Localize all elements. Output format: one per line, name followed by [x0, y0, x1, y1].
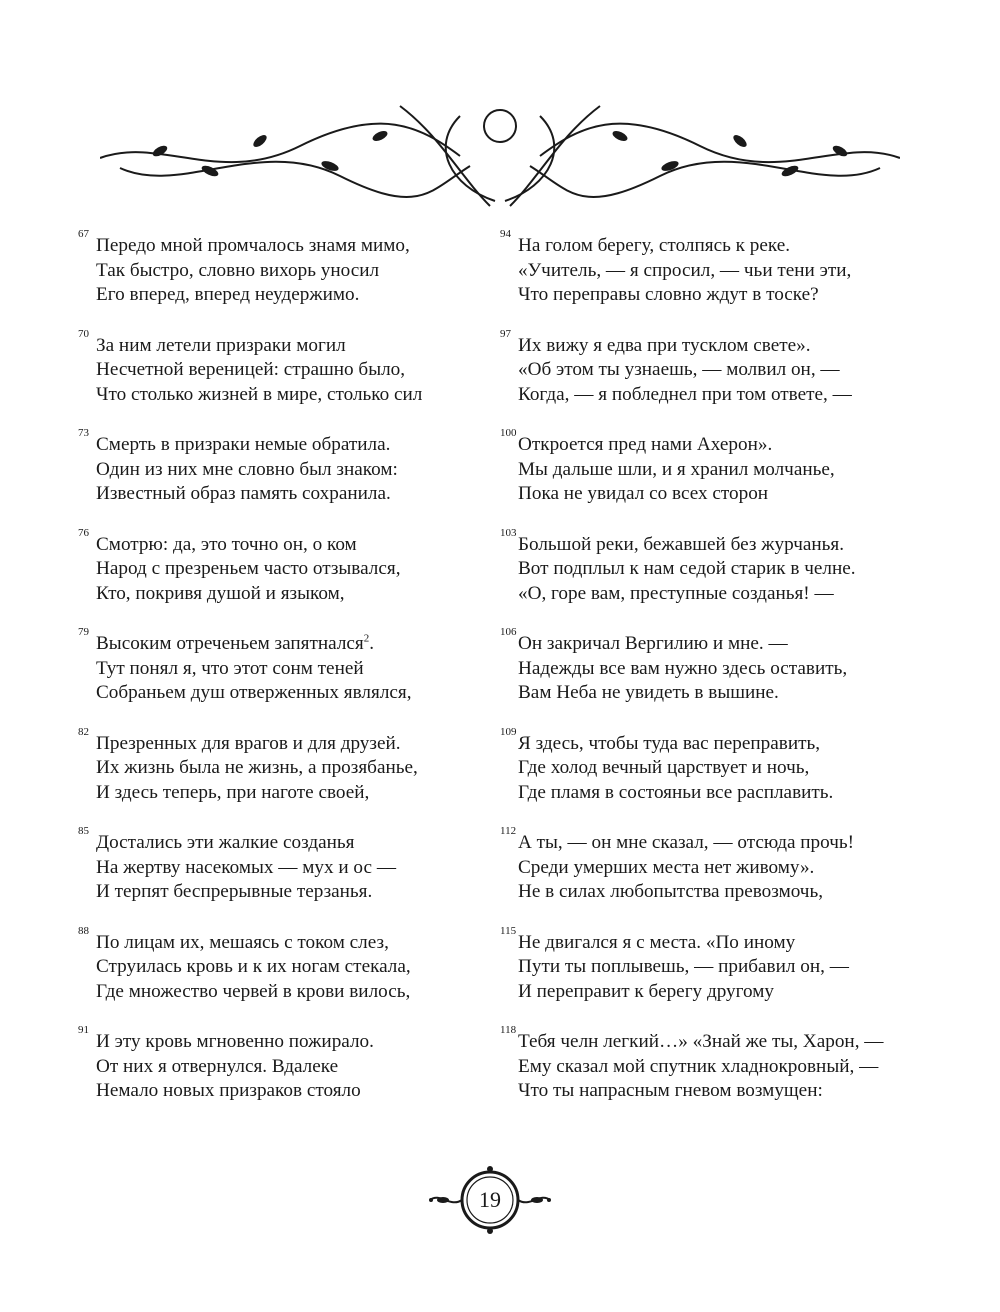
verse-line: «Об этом ты узнаешь, — молвил он, — — [518, 359, 840, 380]
line-number: 109 — [500, 725, 517, 738]
verse-line: 67 Передо мной промчалось знамя мимо, — [78, 228, 410, 256]
verse-line: Надежды все вам нужно здесь оставить, — [518, 657, 848, 679]
verse-line: Вам Неба не увидеть в вышине. — [518, 682, 779, 703]
verse-line: Где холод вечный царствует и ночь, — [518, 757, 810, 778]
verse-line: Пока не увидал со всех сторон — [518, 483, 769, 504]
verse-line: Когда, — я побледнел при том ответе, — — [518, 383, 852, 405]
verse-line: 115 Не двигался я с места. «По иному — [500, 924, 796, 953]
verse-line: И переправит к берегу другому — [518, 980, 775, 1002]
line-number: 67 — [78, 228, 89, 240]
verse-line: Струилась кровь и к их ногам стекала, — [96, 956, 411, 977]
stanza — [500, 228, 900, 308]
line-number: 70 — [78, 327, 89, 340]
verse-line: Что столько жизней в мире, столько сил — [96, 383, 423, 405]
right-column — [500, 228, 900, 1130]
verse-line: 103 Большой реки, бежавшей без журчанья. — [500, 526, 845, 555]
verse-line: Один из них мне словно был знаком: — [96, 458, 398, 480]
stanza — [78, 924, 478, 1005]
verse-line: 112 А ты, — он мне сказал, — отсюда прочь! — [500, 825, 855, 853]
verse-line: Несчетной вереницей: страшно было, — [96, 359, 406, 380]
verse-line: 97 Их вижу я едва при тусклом свете». — [500, 327, 811, 356]
stanza — [78, 1024, 478, 1104]
verse-line: Пути ты поплывешь, — прибавил он, — — [518, 956, 849, 977]
stanza — [78, 825, 478, 905]
stanza — [500, 825, 900, 905]
line-number: 82 — [78, 725, 89, 738]
verse-line: Его вперед, вперед неудержимо. — [96, 284, 360, 305]
verse-line: 88 По лицам их, мешаясь с током слез, — [78, 924, 389, 953]
stanza — [500, 626, 900, 706]
line-number: 85 — [78, 825, 89, 837]
stanza — [78, 427, 478, 507]
verse-line: 118 Тебя челн легкий…» «Знай же ты, Харон, — — [500, 1024, 884, 1052]
verse-line: Среди умерших места нет живому». — [518, 856, 815, 878]
verse-line: Что ты напрасным гневом возмущен: — [518, 1080, 823, 1101]
verse-line: «Учитель, — я спросил, — чьи тени эти, — [518, 259, 852, 281]
verse-line: 79 Высоким отреченьем запятнался$^2$. — [78, 626, 375, 654]
verse-line: Народ с презреньем часто отзывался, — [96, 558, 401, 579]
verse-line: 109 Я здесь, чтобы туда вас переправить, — [500, 725, 821, 754]
line-number: 94 — [500, 228, 511, 240]
verse-line: 85 Достались эти жалкие созданья — [78, 825, 355, 853]
verse-line: Кто, покривя душой и языком, — [96, 582, 345, 604]
verse-line: 106 Он закричал Вергилию и мне. — — [500, 626, 788, 654]
verse-line: 94 На голом берегу, столпясь к реке. — [500, 228, 791, 256]
stanza — [78, 526, 478, 607]
headpiece-ornament — [100, 96, 900, 216]
stanza — [500, 725, 900, 806]
verse-line: 91 И эту кровь мгновенно пожирало. — [78, 1024, 374, 1052]
line-number: 97 — [500, 327, 511, 340]
line-number: 79 — [78, 626, 89, 638]
line-number: 91 — [78, 1024, 89, 1036]
verse-line: Где множество червей в крови вилось, — [96, 980, 411, 1002]
verse-line: Немало новых призраков стояло — [96, 1080, 361, 1101]
line-number: 115 — [500, 924, 517, 937]
verse-line: Так быстро, словно вихорь уносил — [96, 259, 380, 281]
stanza — [500, 327, 900, 408]
page-number: 19 — [479, 1187, 501, 1212]
line-number: 100 — [500, 427, 517, 439]
verse-line: Что переправы словно ждут в тоске? — [518, 284, 819, 305]
verse-line: Тут понял я, что этот сонм теней — [96, 657, 364, 679]
stanza — [500, 1024, 900, 1104]
footnote-mark[interactable]: 2 — [363, 632, 370, 645]
verse-line: И здесь теперь, при наготе своей, — [96, 781, 370, 803]
verse-line: Собраньем душ отверженных являлся, — [96, 682, 412, 703]
verse-line: Ему сказал мой спутник хладнокровный, — — [518, 1055, 879, 1077]
left-column — [78, 228, 478, 1130]
line-number: 118 — [500, 1024, 517, 1036]
line-number: 88 — [78, 924, 89, 937]
verse-line: 73 Смерть в призраки немые обратила. — [78, 427, 391, 455]
verse-line: И терпят беспрерывные терзанья. — [96, 881, 373, 902]
verse-line: 82 Презренных для врагов и для друзей. — [78, 725, 401, 754]
stanza — [78, 228, 478, 308]
verse-line: Не в силах любопытства превозмочь, — [518, 881, 824, 902]
stanza — [78, 327, 478, 408]
stanza — [78, 725, 478, 806]
stanza — [500, 427, 900, 507]
line-number: 106 — [500, 626, 517, 638]
verse-line: Вот подплыл к нам седой старик в челне. — [518, 558, 856, 579]
stanza — [78, 626, 478, 706]
verse-line: Мы дальше шли, и я хранил молчанье, — [518, 458, 835, 480]
verse-line: 76 Смотрю: да, это точно он, о ком — [78, 526, 357, 555]
stanza — [500, 526, 900, 607]
verse-line: От них я отвернулся. Вдалеке — [96, 1055, 339, 1077]
line-number: 73 — [78, 427, 89, 439]
verse-line: Известный образ память сохранила. — [96, 483, 391, 504]
line-number: 76 — [78, 526, 89, 539]
verse-line: «О, горе вам, преступные созданья! — — [518, 582, 834, 604]
verse-line: 100 Откроется пред нами Ахерон». — [500, 427, 773, 455]
stanza — [500, 924, 900, 1005]
verse-line: 70 За ним летели призраки могил — [78, 327, 346, 356]
verse-line: Где пламя в состояньи все расплавить. — [518, 781, 834, 803]
verse-line: На жертву насекомых — мух и ос — — [96, 856, 397, 878]
line-number: 103 — [500, 526, 517, 539]
line-number: 112 — [500, 825, 517, 837]
verse-line: Их жизнь была не жизнь, а прозябанье, — [96, 757, 418, 778]
